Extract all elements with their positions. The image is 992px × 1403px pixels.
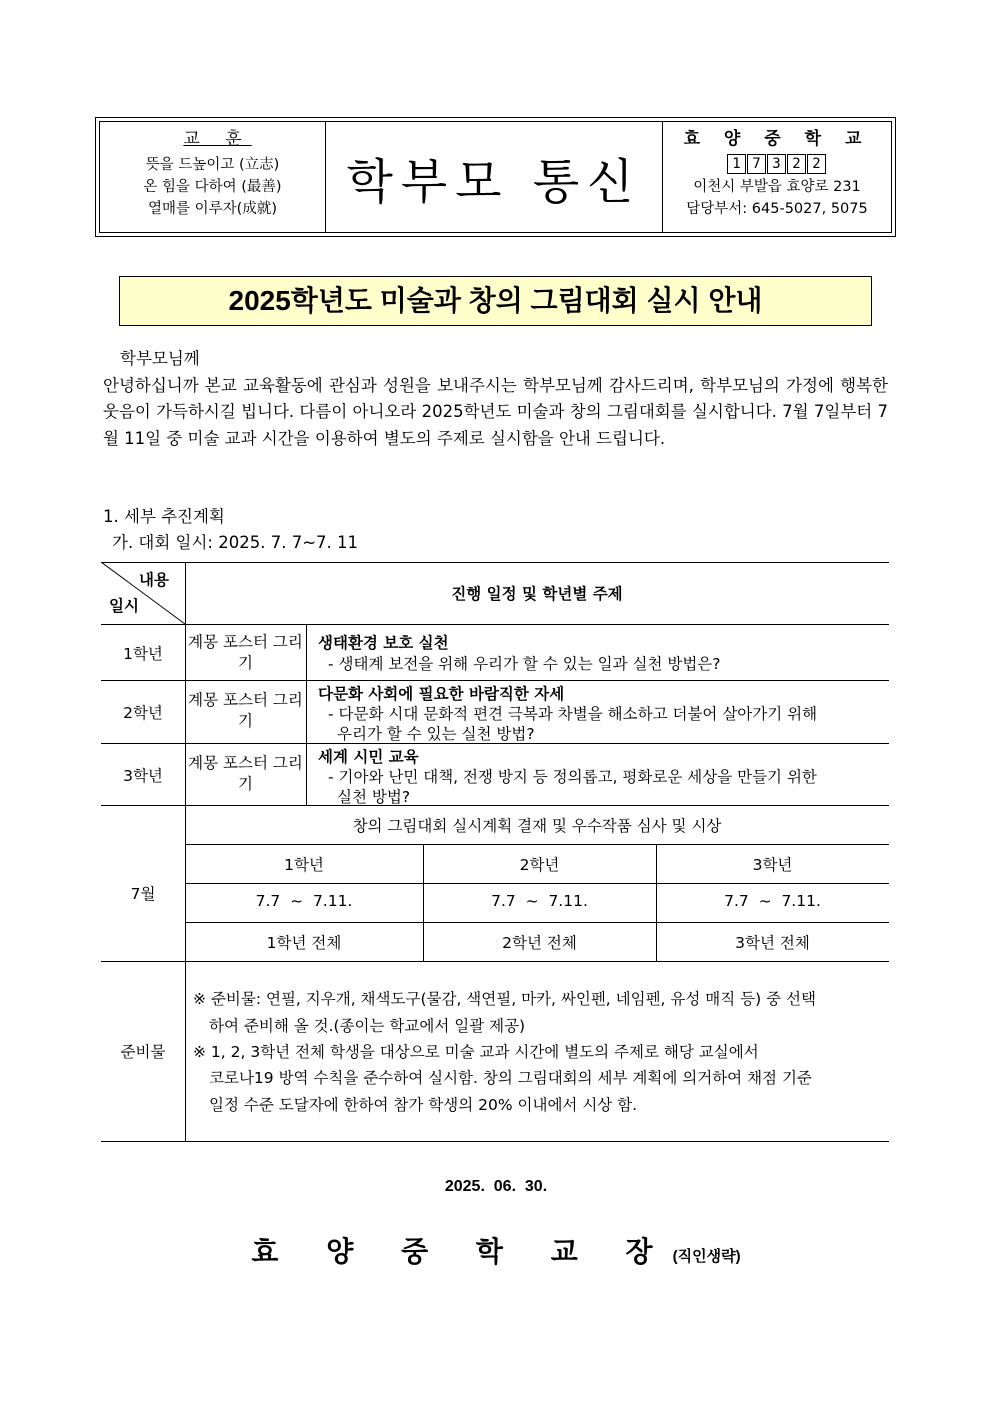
zip-digit: 1 [727,154,746,174]
prep-label: 준비물 [120,1043,166,1061]
prep-line: 일정 수준 도달자에 한하여 참가 학생의 20% 이내에서 시상 함. [209,1096,638,1114]
month-label: 7월 [130,885,156,903]
intro-text [103,346,888,452]
theme-desc: - 다문화 시대 문화적 편견 극복과 차별을 해소하고 더불어 살아가기 위해 [328,705,818,723]
col-dates: 7.7 ~ 7.11. [724,892,821,910]
school-name: 효 양 중 학 교 [683,129,871,149]
grade-theme: 다문화 사회에 필요한 바람직한 자세 [318,685,565,703]
zip-code [727,154,827,174]
zip-digit: 2 [787,154,806,174]
col-scope: 2학년 전체 [502,934,577,952]
zip-digit: 2 [807,154,826,174]
theme-desc: - 생태계 보전을 위해 우리가 할 수 있는 일과 실천 방법은? [328,655,721,673]
grade-theme: 생태환경 보호 실천 [318,634,449,652]
col-grade: 1학년 [284,856,324,874]
grade-label: 2학년 [123,704,163,722]
theme-desc-cont: 우리가 할 수 있는 실천 방법? [337,725,535,743]
activity: 계몽 포스터 그리기 [188,633,303,672]
zip-digit: 3 [767,154,786,174]
newsletter-banner: 학부모 통신 [326,122,663,232]
prep-line: 하여 준비해 올 것.(종이는 학교에서 일괄 제공) [209,1017,526,1035]
month-header: 창의 그림대회 실시계획 결재 및 우수작품 심사 및 시상 [352,817,722,835]
corner-content-label: 내용 [139,571,169,589]
grade-label: 1학년 [123,645,163,663]
col-grade: 2학년 [519,856,560,874]
seal-omitted-note: (직인생략) [672,1248,741,1265]
school-motto [100,122,326,232]
motto-line: 뜻을 드높이고 (立志) [145,157,280,173]
col-dates: 7.7 ~ 7.11. [491,892,588,910]
intro-body: 안녕하십니까 본교 교육활동에 관심과 성원을 보내주시는 학부모님께 감사드리며, 학부모님의 가정에 행복한 웃음이 가득하시길 빕니다. 다름이 아니오라 2025학년도 미술과 창의 그림대회를 실시합니다. 7월 7일부터 7월 11일 중 미술 교과 시간을 이용하여 별도의 주제로 실시함을 안내 드립니다. [103,375,888,448]
school-info [663,122,891,232]
page-title: 2025학년도 미술과 창의 그림대회 실시 안내 [119,276,872,326]
table-header: 진행 일정 및 학년별 주제 [451,585,623,603]
event-dates: 가. 대회 일시: 2025. 7. 7~7. 11 [112,533,359,552]
principal-title: 효 양 중 학 교 장 [251,1236,673,1267]
col-scope: 3학년 전체 [735,934,810,952]
dept-phone: 담당부서: 645-5027, 5075 [686,201,868,217]
newsletter-header [95,117,896,237]
corner-date-label: 일시 [109,597,139,615]
motto-line: 열매를 이루자(成就) [148,201,277,217]
section-heading: 1. 세부 추진계획 [103,507,225,526]
motto-line: 온 힘을 다하여 (最善) [143,179,282,195]
grade-theme: 세계 시민 교육 [318,748,419,766]
theme-desc: - 기아와 난민 대책, 전쟁 방지 등 정의롭고, 평화로운 세상을 만들기 위한 [328,768,817,786]
col-scope: 1학년 전체 [266,934,342,952]
motto-title: 교 훈 [183,129,252,149]
document-date: 2025. 06. 30. [444,1178,548,1195]
schedule-table [101,562,889,1142]
zip-digit: 7 [747,154,766,174]
greeting: 학부모님께 [120,349,200,368]
theme-desc-cont: 실천 방법? [337,788,411,806]
col-grade: 3학년 [752,856,793,874]
school-address: 이천시 부발읍 효양로 231 [693,179,861,195]
activity: 계몽 포스터 그리기 [188,754,303,793]
grade-label: 3학년 [123,767,163,785]
prep-line: ※ 1, 2, 3학년 전체 학생을 대상으로 미술 교과 시간에 별도의 주제로 해당 교실에서 [193,1043,759,1061]
prep-line: 코로나19 방역 수칙을 준수하여 실시함. 창의 그림대회의 세부 계획에 의거하여 채점 기준 [209,1069,812,1087]
activity: 계몽 포스터 그리기 [188,691,303,730]
col-dates: 7.7 ~ 7.11. [255,892,353,910]
prep-line: ※ 준비물: 연필, 지우개, 채색도구(물감, 색연필, 마카, 싸인펜, 네임펜, 유성 매직 등) 중 선택 [193,990,816,1008]
signature [0,1230,992,1270]
